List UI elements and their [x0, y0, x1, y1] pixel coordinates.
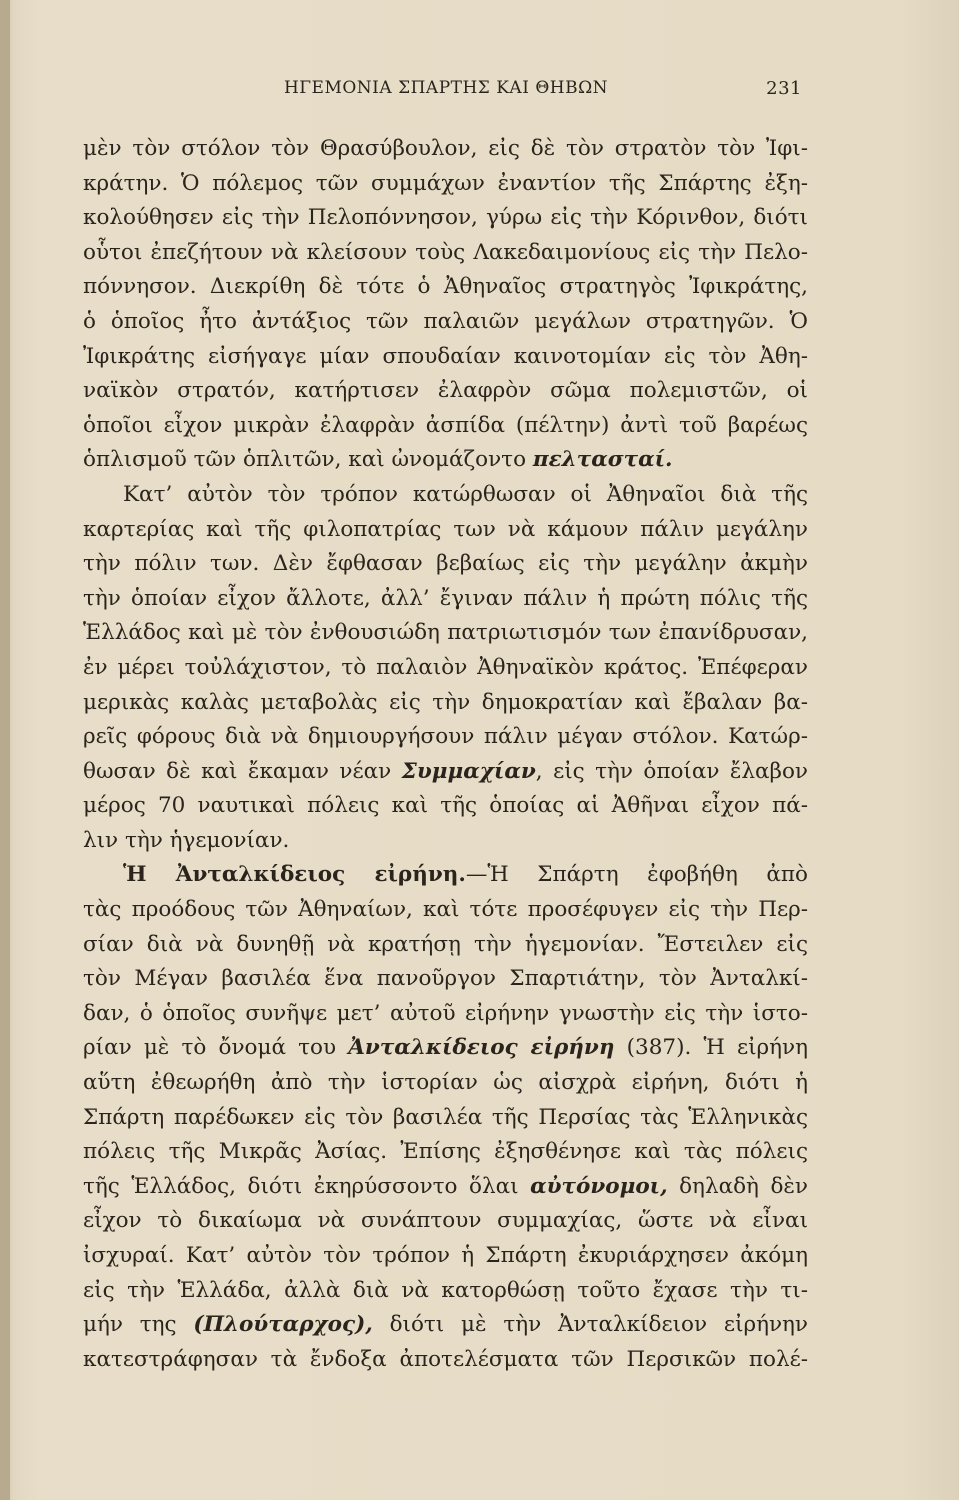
- text-line: κράτην. Ὁ πόλεμος τῶν συμμάχων ἐναντίον τῆς Σπάρτης ἐξη-: [83, 170, 808, 196]
- text-line: δαν, ὁ ὁποῖος συνῆψε μετ’ αὐτοῦ εἰρήνην γνωστὴν εἰς τὴν ἱστο-: [83, 1000, 808, 1026]
- text-run: μήν της: [83, 1312, 194, 1338]
- text-line: τὴν ὁποίαν εἶχον ἄλλοτε, ἀλλ’ ἔγιναν πάλιν ἡ πρώτη πόλις τῆς: [83, 585, 808, 611]
- text-run: δηλαδὴ δὲν: [667, 1173, 808, 1199]
- text-line: τὸν Μέγαν βασιλέα ἕνα πανοῦργον Σπαρτιάτην, τὸν Ἀνταλκί-: [83, 966, 808, 992]
- text-run: θωσαν δὲ καὶ ἔκαμαν νέαν: [83, 758, 402, 784]
- text-line: ὁ ὁποῖος ἦτο ἀντάξιος τῶν παλαιῶν μεγάλων στρατηγῶν. Ὁ: [83, 308, 808, 334]
- emphasized-term: Ἀνταλκίδειος εἰρήνη: [348, 1035, 615, 1061]
- page-gutter: [0, 0, 10, 1500]
- text-line: ναϊκὸν στρατόν, κατήρτισεν ἐλαφρὸν σῶμα πολεμιστῶν, οἱ: [83, 378, 808, 404]
- text-run: τῆς Ἑλλάδος, διότι ἐκηρύσσοντο ὅλαι: [83, 1173, 531, 1199]
- text-line: [83, 1031, 808, 1066]
- text-line: Ἰφικράτης εἰσήγαγε μίαν σπουδαίαν καινοτομίαν εἰς τὸν Ἀθη-: [83, 343, 808, 369]
- text-line: [83, 443, 808, 478]
- text-run: —Ἡ Σπάρτη ἐφοβήθη ἀπὸ: [465, 862, 808, 888]
- text-run: (387). Ἡ εἰρήνη: [614, 1035, 808, 1061]
- emphasized-term: Συμμαχίαν: [401, 758, 536, 784]
- text-line: κολούθησεν εἰς τὴν Πελοπόννησον, γύρω εἰς τὴν Κόρινθον, διότι: [83, 205, 808, 231]
- text-run: ὁπλισμοῦ τῶν ὁπλιτῶν, καὶ ὠνομάζοντο: [83, 447, 533, 473]
- text-line: ὁποῖοι εἶχον μικρὰν ἐλαφρὰν ἀσπίδα (πέλτην) ἀντὶ τοῦ βαρέως: [83, 412, 808, 438]
- text-line: μέρος 70 ναυτικαὶ πόλεις καὶ τῆς ὁποίας αἱ Ἀθῆναι εἶχον πά-: [83, 793, 808, 819]
- text-line: εἰς τὴν Ἑλλάδα, ἀλλὰ διὰ νὰ κατορθώσῃ τοῦτο ἔχασε τὴν τι-: [83, 1277, 808, 1303]
- text-line: [83, 1308, 808, 1343]
- text-line: τὴν πόλιν των. Δὲν ἔφθασαν βεβαίως εἰς τὴν μεγάλην ἀκμὴν: [83, 551, 808, 577]
- text-line: [83, 755, 808, 790]
- text-line: οὗτοι ἐπεζήτουν νὰ κλείσουν τοὺς Λακεδαιμονίους εἰς τὴν Πελο-: [83, 239, 808, 265]
- running-title: ΗΓΕΜΟΝΙΑ ΣΠΑΡΤΗΣ ΚΑΙ ΘΗΒΩΝ: [283, 78, 609, 98]
- emphasized-term: (Πλούταρχος),: [193, 1312, 373, 1338]
- page-number: 231: [766, 78, 802, 99]
- page-header: [90, 78, 802, 108]
- text-line: αὕτη ἐθεωρήθη ἀπὸ τὴν ἱστορίαν ὡς αἰσχρὰ εἰρήνη, διότι ἡ: [83, 1070, 808, 1096]
- body-text: [83, 132, 808, 1377]
- text-line: κατεστράφησαν τὰ ἔνδοξα ἀποτελέσματα τῶν Περσικῶν πολέ-: [83, 1346, 808, 1372]
- emphasized-term: πελτασταί.: [532, 447, 673, 473]
- text-line: Ἑλλάδος καὶ μὲ τὸν ἐνθουσιώδη πατριωτισμόν των ἐπανίδρυσαν,: [83, 620, 808, 646]
- text-line: ἰσχυραί. Κατ’ αὐτὸν τὸν τρόπον ἡ Σπάρτη ἐκυριάρχησεν ἀκόμη: [83, 1243, 808, 1268]
- text-line: [83, 1170, 808, 1205]
- section-heading: Ἡ Ἀνταλκίδειος εἰρήνη.: [123, 862, 466, 888]
- text-line: καρτερίας καὶ τῆς φιλοπατρίας των νὰ κάμουν πάλιν μεγάλην: [83, 516, 808, 542]
- text-line: ρεῖς φόρους διὰ νὰ δημιουργήσουν πάλιν μέγαν στόλον. Κατώρ-: [83, 724, 808, 750]
- emphasized-term: αὐτόνομοι,: [530, 1173, 668, 1199]
- text-line: μὲν τὸν στόλον τὸν Θρασύβουλον, εἰς δὲ τὸν στρατὸν τὸν Ἰφι-: [83, 136, 808, 161]
- text-line: ἐν μέρει τοὐλάχιστον, τὸ παλαιὸν Ἀθηναϊκὸν κράτος. Ἐπέφεραν: [83, 654, 808, 680]
- text-run: ρίαν μὲ τὸ ὄνομά του: [83, 1035, 349, 1061]
- text-line: τὰς προόδους τῶν Ἀθηναίων, καὶ τότε προσέφυγεν εἰς τὴν Περ-: [83, 897, 808, 923]
- text-line: μερικὰς καλὰς μεταβολὰς εἰς τὴν δημοκρατίαν καὶ ἔβαλαν βα-: [83, 689, 808, 715]
- text-line: εἶχον τὸ δικαίωμα νὰ συνάπτουν συμμαχίας, ὥστε νὰ εἶναι: [83, 1208, 808, 1234]
- text-run: διότι μὲ τὴν Ἀνταλκίδειον εἰρήνην: [372, 1312, 808, 1338]
- text-line: Σπάρτη παρέδωκεν εἰς τὸν βασιλέα τῆς Περσίας τὰς Ἑλληνικὰς: [83, 1104, 808, 1130]
- text-line: Κατ’ αὐτὸν τὸν τρόπον κατώρθωσαν οἱ Ἀθηναῖοι διὰ τῆς: [123, 481, 808, 507]
- text-line: πόννησον. Διεκρίθη δὲ τότε ὁ Ἀθηναῖος στρατηγὸς Ἰφικράτης,: [83, 274, 808, 300]
- text-line: πόλεις τῆς Μικρᾶς Ἀσίας. Ἐπίσης ἐξησθένησε καὶ τὰς πόλεις: [83, 1139, 808, 1165]
- text-line: [83, 858, 808, 893]
- text-line: σίαν διὰ νὰ δυνηθῇ νὰ κρατήσῃ τὴν ἡγεμονίαν. Ἔστειλεν εἰς: [83, 931, 808, 957]
- text-line: λιν τὴν ἡγεμονίαν.: [83, 827, 290, 853]
- text-run: , εἰς τὴν ὁποίαν ἔλαβον: [535, 758, 808, 784]
